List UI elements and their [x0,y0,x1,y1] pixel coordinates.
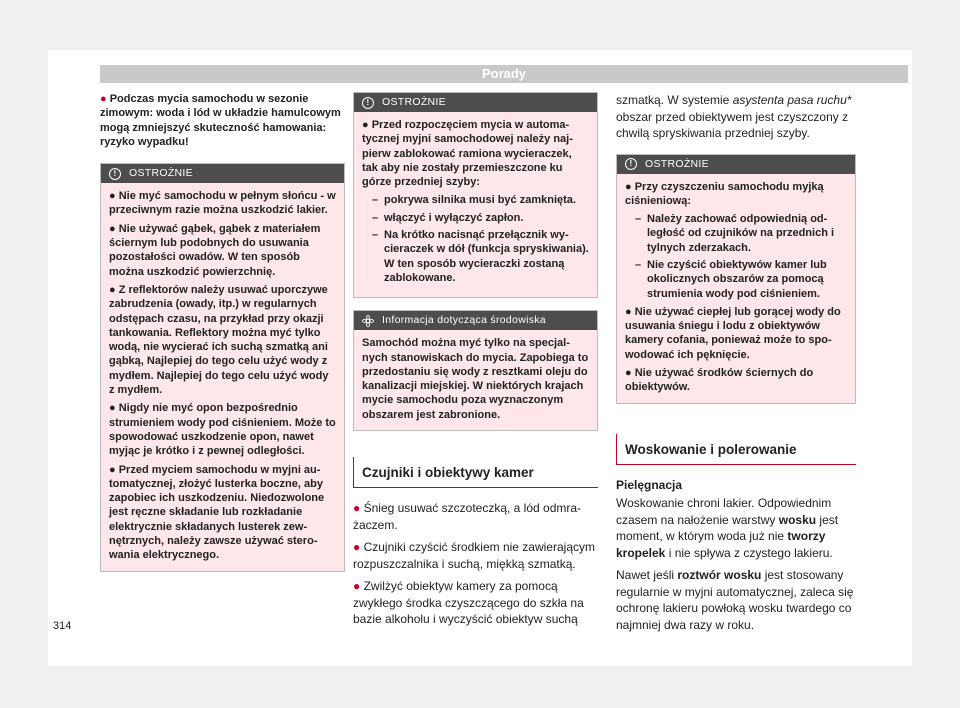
warning-box-header [101,164,344,183]
warning-box-header [617,155,855,174]
section-title: Woskowanie i polerowanie [616,434,856,465]
list-item: ● Czujniki czyścić środkiem nie zawierającym rozpuszczalnika i suchą, miękką szmatką. [353,540,595,571]
section-body [616,477,856,634]
section-title: Czujniki i obiektywy kamer [353,457,598,488]
bullet-icon: ● [100,93,107,105]
warning-sublist [362,193,589,285]
warning-item: ● Przed myciem samochodu w myjni automatycznej, złożyć lusterka boczne, aby zapobiec ich uszkodzeniu. Niedozwolone jest ręczne składanie lub rozkładanie elektrycznie składanych lusterek zewnętrznych, należy zawsze używać sterowania elektrycznego. [109,463,325,562]
environment-text: Samochód można myć tylko na specjalnych stanowiskach do mycia. Zapobiega to przedostaniu się wody z resztkami oleju do kanalizacji miejskiej. W niektórych krajach mycie samochodu poza wyznaczonym obszarem jest zabronione. [362,337,589,421]
warning-box-body [354,112,597,297]
warning-icon: ! [362,97,374,109]
warning-lead: ● Przy czyszczeniu samochodu myjką ciśnieniową: [625,180,824,207]
page-header [100,65,908,83]
column-3 [616,92,856,639]
warning-item: ● Z reflektorów należy usuwać uporczywe zabrudzenia (owady, itp.) w regularnych odstępach czasu, na przykład przy okazji tankowania. Reflektory można myć tylko wodą, nie wycierać ich suchą szmatką ani gąbką, Najlepiej do tego celu użyć wody z mydłem. Najlepiej do tego celu użyć wody z mydłem. [109,283,329,397]
warning-item: ● Nie używać ciepłej lub gorącej wody do usuwania śniegu i lodu z obiektywów kamery cofania, ponieważ może to spowodować ich pęknięcie. [625,305,841,361]
warning-item: ● Nigdy nie myć opon bezpośrednio strumieniem wody pod ciśnieniem. Może to spowodować uszkodzenie opon, nawet myjąc je krótko i z pewnej odległości. [109,402,336,458]
warning-subitem: – włączyć i wyłączyć zapłon. [372,211,589,225]
environment-box [353,310,598,431]
warning-item: ● Nie używać gąbek, gąbek z materiałem ściernym lub podobnych do usuwania pozostałości owadów. W ten sposób można uszkodzić powierzchnię. [109,222,321,278]
warning-title: OSTROŻNIE [645,157,709,170]
continued-text: szmatką. W systemie asystenta pasa ruchu* obszar przed obiektywem jest czyszczony z chwilą spryskiwania przedniej szyby. [616,93,852,140]
warning-box-body [101,183,344,570]
section-body [353,500,598,628]
environment-icon [362,315,374,327]
warning-icon: ! [625,158,637,170]
warning-subitem: – pokrywa silnika musi być zamknięta. [372,193,589,207]
environment-title: Informacja dotycząca środowiska [382,314,546,327]
section-waxing [616,434,856,634]
section-sensors [353,457,598,628]
warning-title: OSTROŻNIE [129,167,193,180]
intro-warning-text [100,92,345,149]
paragraph: Woskowanie chroni lakier. Odpowiednim czasem na nałożenie warstwy wosku jest moment, w którym woda już nie tworzy kropelek i nie spływa z czystego lakieru. [616,496,839,560]
column-1 [100,92,345,572]
subheading: Pielęgnacja [616,477,683,492]
warning-subitem: – Na krótko nacisnąć przełącznik wycieraczek w dół (funkcja spryskiwania). W ten sposób wycieraczki zostaną zablokowane. [372,228,589,285]
list-item: ● Zwilżyć obiektyw kamery za pomocą zwykłego środka czyszczącego do szkła na bazie alkoholu i wyczyścić obiektyw suchą [353,579,584,627]
warning-box-3 [616,154,856,404]
warning-sublist [625,212,847,301]
warning-box-2 [353,92,598,298]
list-item: ● Śnieg usuwać szczoteczką, a lód odmrażaczem. [353,501,582,532]
warning-subitem: – Należy zachować odpowiednią odległość od czujników na przednich i tylnych zderzakach. [635,212,847,255]
warning-item: ● Nie myć samochodu w pełnym słońcu - w przeciwnym razie można uszkodzić lakier. [109,190,336,217]
intro-text: Podczas mycia samochodu w sezonie zimowym: woda i lód w układzie hamulcowym mogą zmniejszyć skuteczność hamowania: ryzyko wypadku! [100,93,341,148]
page [48,50,912,666]
warning-box-1 [100,163,345,571]
warning-icon: ! [109,168,121,180]
warning-subitem: – Nie czyścić obiektywów kamer lub okolicznych obszarów za pomocą strumienia wody pod ciśnieniem. [635,258,847,301]
environment-box-header [354,311,597,330]
warning-box-body [617,174,855,403]
warning-lead: ● Przed rozpoczęciem mycia w automatycznej myjni samochodowej należy najpierw zablokować ramiona wycieraczek, tak aby nie zostały przemieszczone ku górze przedniej szyby: [362,119,573,189]
page-number: 314 [53,620,72,632]
warning-box-header [354,93,597,112]
paragraph: Nawet jeśli roztwór wosku jest stosowany regularnie w myjni automatycznej, zaleca się ochronę lakieru powłoką wosku twardego co najmniej dwa razy w roku. [616,568,854,632]
warning-title: OSTROŻNIE [382,96,446,108]
warning-item: ● Nie używać środków ściernych do obiektywów. [625,367,814,394]
environment-box-body [354,330,597,430]
column-2 [353,92,598,634]
header-title: Porady [481,66,527,81]
